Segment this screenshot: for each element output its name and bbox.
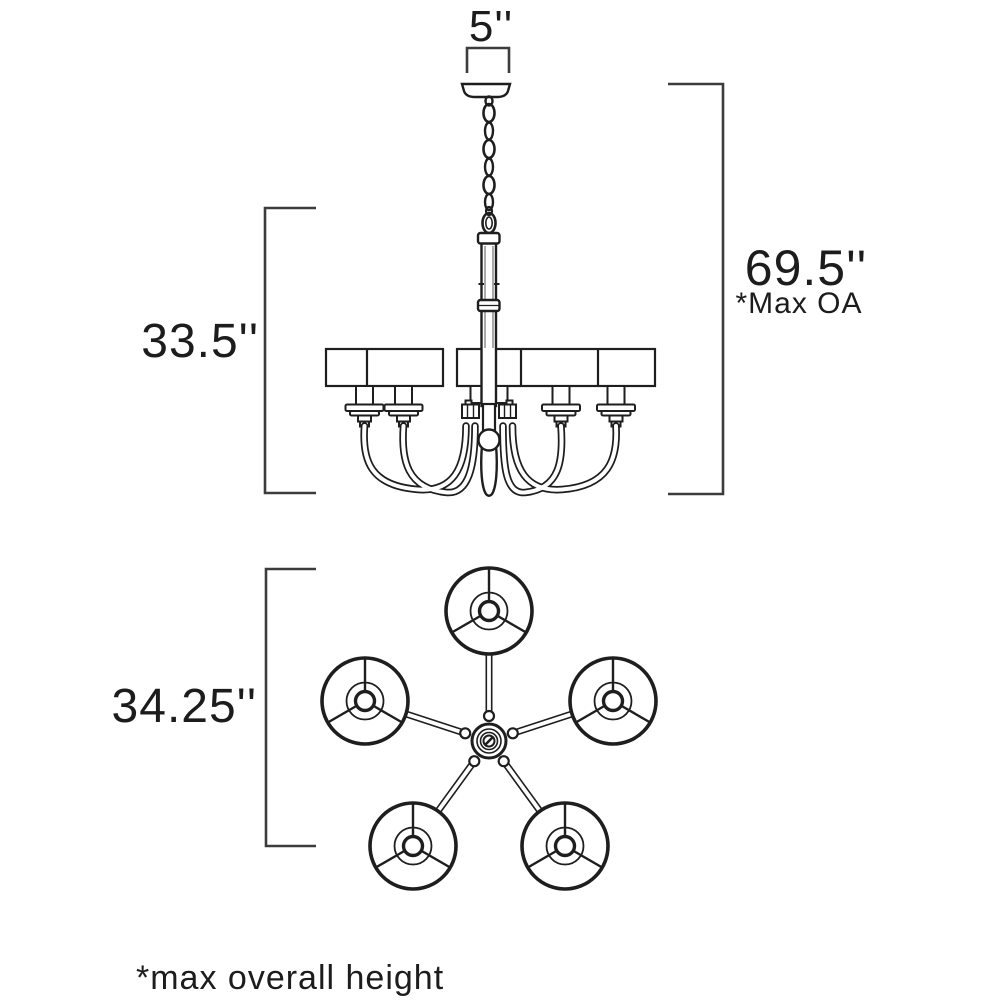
plan-shade	[570, 658, 656, 744]
chain	[483, 97, 496, 234]
column-stem	[483, 404, 495, 432]
finial-ball	[479, 430, 500, 451]
diameter-bracket	[266, 569, 316, 846]
candle	[385, 386, 423, 427]
canopy	[462, 84, 510, 97]
overall-height-bracket	[668, 84, 723, 494]
canopy-width-label: 5''	[468, 2, 514, 51]
candle	[346, 386, 384, 427]
fixture-height-label: 33.5''	[141, 315, 259, 368]
candle	[542, 386, 580, 427]
footnote: *max overall height	[136, 959, 445, 997]
fixture-height-bracket	[265, 208, 316, 493]
finial-drop	[481, 445, 497, 496]
candle	[597, 386, 635, 427]
canopy-width-bracket	[467, 48, 509, 73]
plan-shade	[370, 803, 456, 889]
diameter-label: 34.25''	[111, 680, 257, 733]
plan-hub	[472, 724, 506, 758]
column-cap	[478, 233, 500, 244]
center-column	[478, 233, 500, 406]
plan-shade	[522, 803, 608, 889]
overall-height-note: *Max OA	[735, 287, 863, 320]
overall-height-label: 69.5''	[744, 240, 868, 296]
plan-shade	[446, 568, 532, 654]
plan-shade	[322, 658, 408, 744]
